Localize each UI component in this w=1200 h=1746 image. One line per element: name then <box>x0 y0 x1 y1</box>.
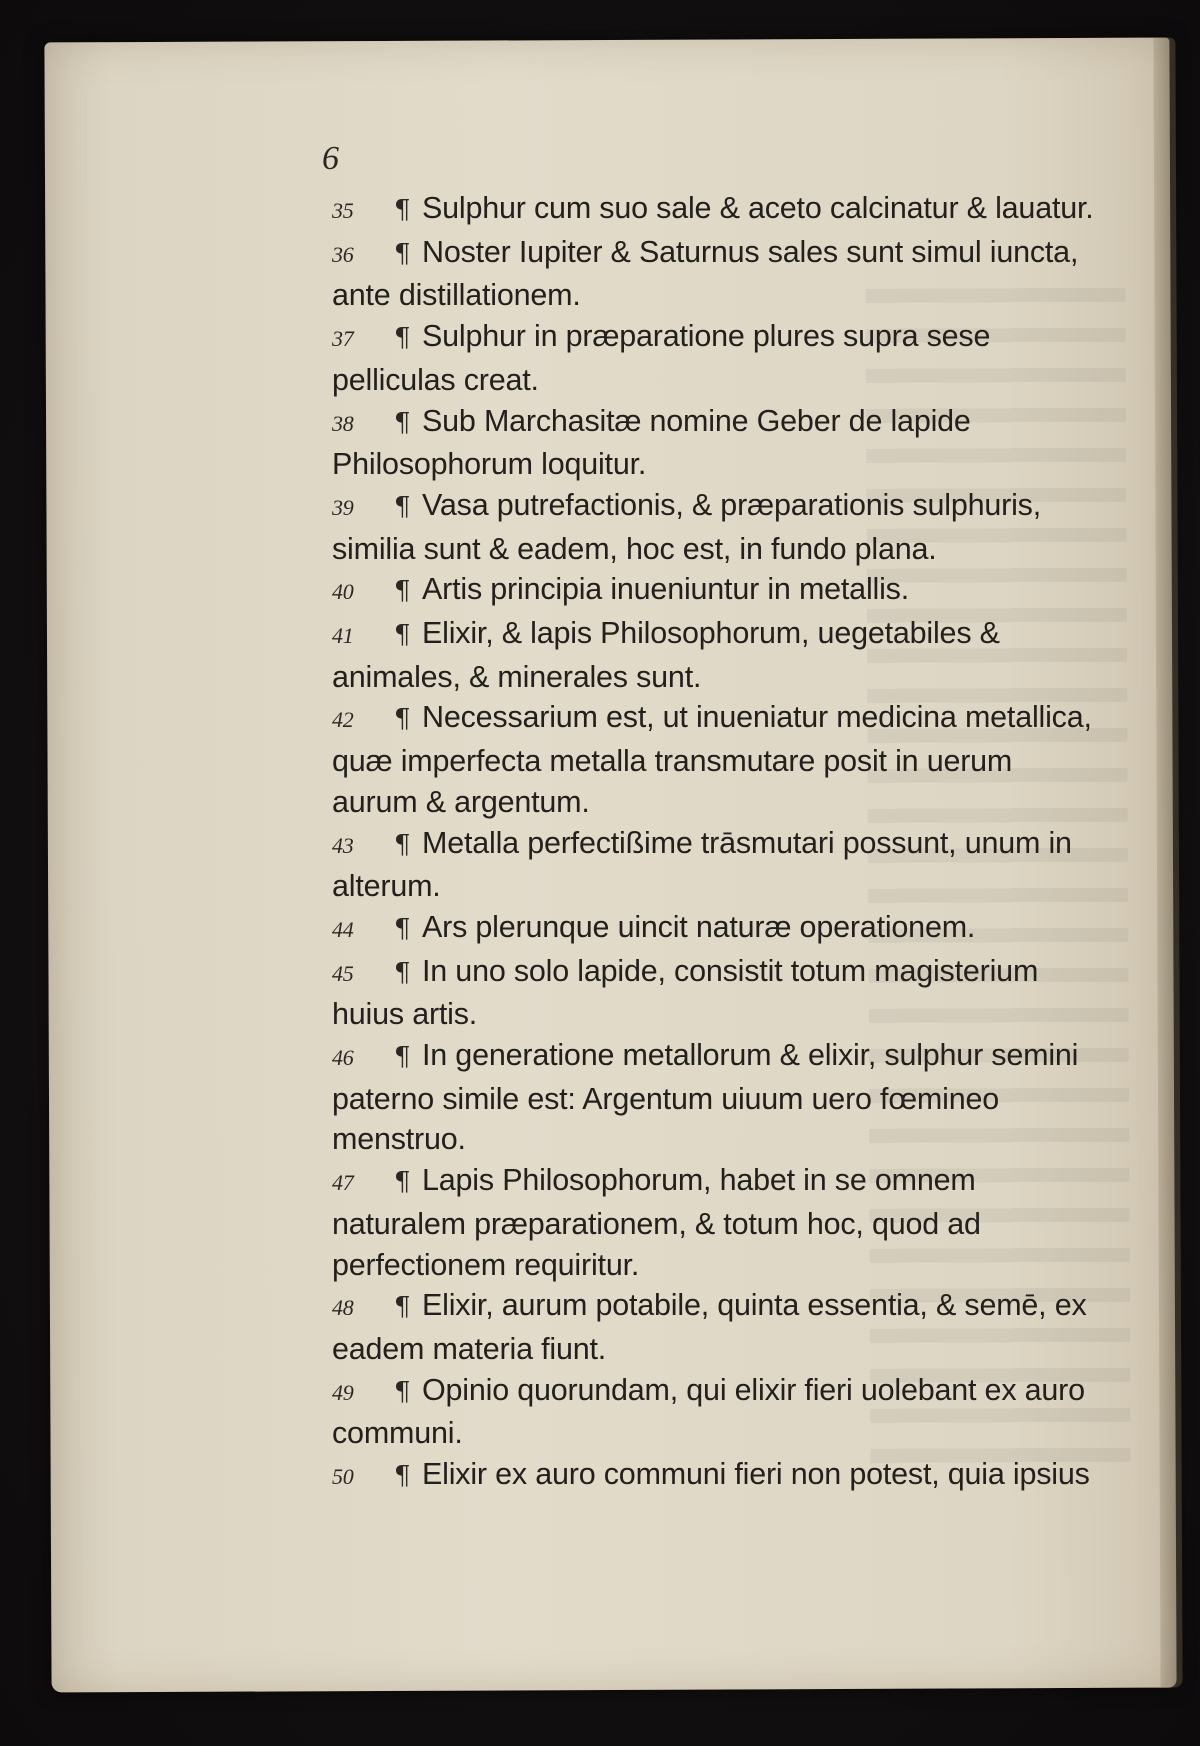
aphorism-list <box>332 188 1096 1498</box>
entry-number: 40 <box>332 579 354 605</box>
entry-text: In generatione metallorum & elixir, sulphur semini paterno simile est: Argentum uiuum uero fœmineo menstruo. <box>332 1038 1079 1157</box>
list-item <box>332 232 1096 316</box>
entry-text: In uno solo lapide, consistit totum magisterium huius artis. <box>332 953 1039 1032</box>
pilcrow-icon: ¶ <box>394 1376 411 1407</box>
list-item <box>332 569 1096 613</box>
pilcrow-icon: ¶ <box>394 913 411 944</box>
entry-number: 48 <box>332 1295 354 1321</box>
entry-text: Elixir, aurum potabile, quinta essentia, & semē, ex eadem materia fiunt. <box>332 1288 1087 1366</box>
pilcrow-icon: ¶ <box>394 1167 411 1198</box>
pilcrow-icon: ¶ <box>394 704 411 735</box>
pilcrow-icon: ¶ <box>394 1292 411 1323</box>
pilcrow-icon: ¶ <box>394 957 411 988</box>
entry-number: 39 <box>332 494 354 520</box>
list-item <box>332 316 1096 400</box>
entry-number: 50 <box>332 1464 354 1490</box>
entry-number: 44 <box>332 916 354 942</box>
list-item <box>332 907 1096 951</box>
entry-text: Ars plerunque uincit naturæ operationem. <box>422 909 976 944</box>
pilcrow-icon: ¶ <box>394 620 411 651</box>
list-item <box>332 1035 1096 1160</box>
entry-text: Artis principia inueniuntur in metallis. <box>422 572 909 607</box>
entry-text: Elixir, & lapis Philosophorum, uegetabiles & animales, & minerales sunt. <box>332 616 1000 694</box>
entry-text: Metalla perfectißime trāsmutari possunt, unum in alterum. <box>332 825 1072 904</box>
pilcrow-icon: ¶ <box>394 323 411 354</box>
entry-number: 46 <box>332 1045 354 1071</box>
pilcrow-icon: ¶ <box>394 195 411 225</box>
entry-number: 37 <box>332 326 354 352</box>
entry-number: 35 <box>332 198 354 223</box>
entry-text: Necessarium est, ut inueniatur medicina metallica, quæ imperfecta metalla transmutare posit in uerum aurum & argentum. <box>332 700 1092 819</box>
list-item <box>332 188 1096 232</box>
entry-text: Sub Marchasitæ nomine Geber de lapide Philosophorum loquitur. <box>332 403 971 482</box>
list-item <box>332 1285 1096 1369</box>
list-item <box>332 1454 1096 1498</box>
list-item <box>332 951 1096 1035</box>
entry-text: Noster Iupiter & Saturnus sales sunt simul iuncta, ante distillationem. <box>332 234 1079 313</box>
list-item <box>332 697 1096 822</box>
entry-text: Vasa putrefactionis, & præparationis sulphuris, similia sunt & eadem, hoc est, in fundo plana. <box>332 487 1041 566</box>
entry-number: 42 <box>332 707 354 733</box>
entry-text: Elixir ex auro communi fieri non potest, quia ipsius <box>422 1457 1090 1492</box>
list-item <box>332 613 1096 697</box>
entry-text: Sulphur cum suo sale & aceto calcinatur & lauatur. <box>422 191 1094 225</box>
list-item <box>332 401 1096 485</box>
entry-number: 45 <box>332 960 354 986</box>
entry-number: 47 <box>332 1170 354 1196</box>
list-item <box>332 485 1096 569</box>
entry-number: 41 <box>332 623 354 649</box>
pilcrow-icon: ¶ <box>394 829 411 860</box>
entry-number: 49 <box>332 1379 354 1405</box>
entry-number: 43 <box>332 832 354 858</box>
entry-text: Lapis Philosophorum, habet in se omnem naturalem præparationem, & totum hoc, quod ad perfectionem requiritur. <box>332 1163 981 1282</box>
pilcrow-icon: ¶ <box>394 1461 411 1492</box>
list-item <box>332 1370 1096 1454</box>
entry-number: 38 <box>332 410 354 436</box>
pilcrow-icon: ¶ <box>394 1042 411 1073</box>
entry-text: Sulphur in præparatione plures supra sese pelliculas creat. <box>332 319 991 397</box>
pilcrow-icon: ¶ <box>394 491 411 522</box>
entry-number: 36 <box>332 241 354 267</box>
list-item <box>332 1160 1096 1285</box>
pilcrow-icon: ¶ <box>394 407 411 438</box>
list-item <box>332 823 1096 907</box>
pilcrow-icon: ¶ <box>394 576 411 607</box>
entry-text: Opinio quorundam, qui elixir fieri uolebant ex auro communi. <box>332 1372 1085 1451</box>
pilcrow-icon: ¶ <box>394 238 411 269</box>
page-number: 6 <box>322 140 339 177</box>
